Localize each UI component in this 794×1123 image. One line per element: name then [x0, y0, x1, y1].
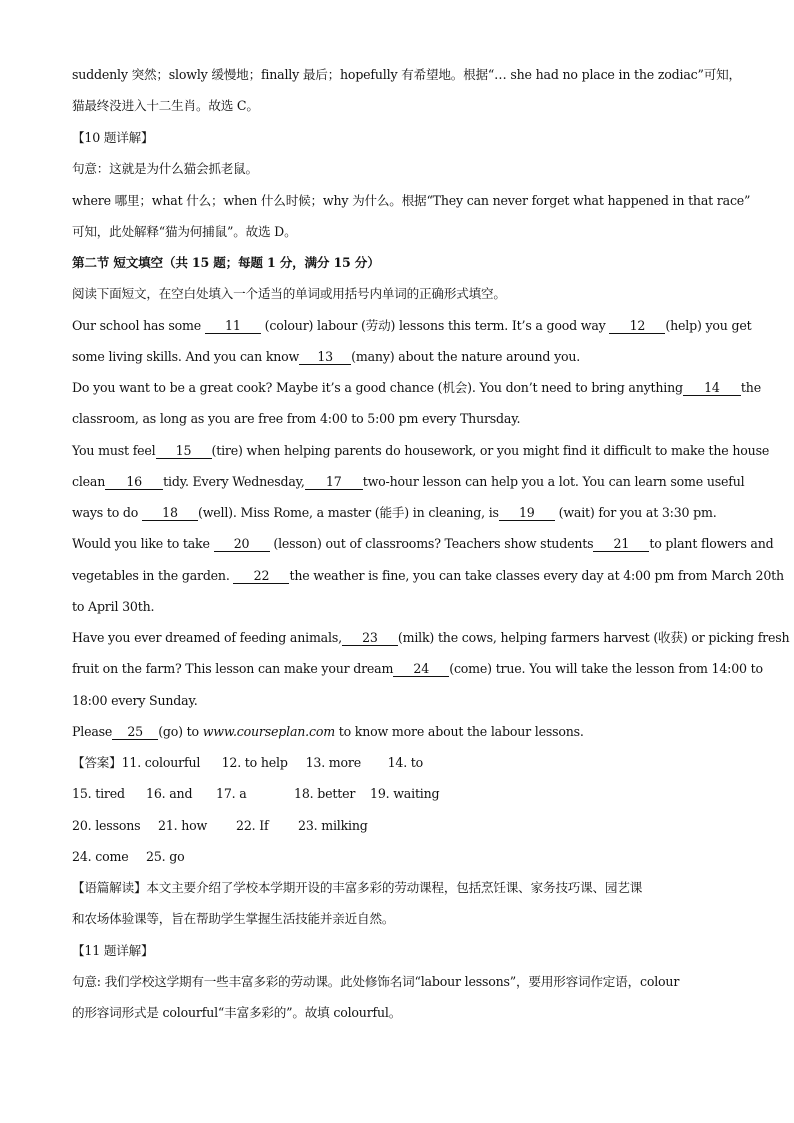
- analysis-text: 和农场体验课等，旨在帮助学生掌握生活技能并亲近自然。: [72, 911, 395, 926]
- text: (wait) for you at 3:30 pm.: [558, 505, 717, 520]
- passage-line: [72, 473, 745, 491]
- answer-item: 20. lessons: [72, 818, 141, 833]
- passage-line: [72, 442, 770, 460]
- answer-item: 21. how: [158, 818, 208, 833]
- blank-21: 21: [593, 536, 649, 552]
- passage-line: [72, 379, 761, 397]
- passage-line: classroom, as long as you are free from 4:00 to 5:00 pm every Thursday.: [72, 411, 521, 426]
- text: (lesson) out of classrooms? Teachers show students: [273, 536, 594, 551]
- text: ways to do: [72, 505, 139, 520]
- passage-line: [72, 348, 580, 366]
- passage-line: 18:00 every Sunday.: [72, 693, 198, 708]
- passage-line: [72, 660, 763, 678]
- text: to know more about the labour lessons.: [338, 724, 584, 739]
- answer-item: 16. and: [146, 786, 193, 801]
- text: (milk) the cows, helping farmers harvest (收获) or picking fresh: [397, 630, 790, 645]
- text: the: [740, 380, 761, 395]
- text: Have you ever dreamed of feeding animals,: [72, 630, 342, 645]
- answer-item: 23. milking: [298, 818, 368, 833]
- text: (tire) when helping parents do housework, or you might find it difficult to make the house: [211, 443, 770, 458]
- passage-line: [72, 317, 752, 335]
- text: some living skills. And you can know: [72, 349, 300, 364]
- text: tidy. Every Wednesday,: [163, 474, 305, 489]
- answer-row: [72, 754, 448, 772]
- text: (come) true. You will take the lesson from 14:00 to: [449, 661, 763, 676]
- passage-line: [72, 504, 717, 522]
- text: (many) about the nature around you.: [351, 349, 581, 364]
- blank-12: 12: [609, 318, 665, 334]
- text-line: suddenly 突然；slowly 缓慢地；finally 最后；hopefully 有希望地。根据“… she had no place in the zodiac”可知，: [72, 67, 741, 82]
- answer-item: 12. to help: [221, 755, 288, 770]
- url-text: www.courseplan.com: [202, 724, 335, 739]
- text: (colour) labour (劳动) lessons this term. It’s a good way: [264, 318, 606, 333]
- passage-line: [72, 723, 584, 741]
- blank-22: 22: [233, 568, 289, 584]
- text: fruit on the farm? This lesson can make your dream: [72, 661, 394, 676]
- answer-row: [72, 817, 378, 835]
- passage-line: to April 30th.: [72, 599, 155, 614]
- answer-label: 【答案】: [72, 755, 122, 770]
- blank-24: 24: [393, 661, 449, 677]
- passage-line: [72, 629, 790, 647]
- text: Our school has some: [72, 318, 202, 333]
- passage-line: [72, 567, 784, 585]
- section-title: 第二节 短文填空（共 15 题；每题 1 分，满分 15 分）: [72, 255, 380, 270]
- text: vegetables in the garden.: [72, 568, 230, 583]
- text: to plant flowers and: [649, 536, 774, 551]
- answer-item: 11. colourful: [121, 755, 201, 770]
- answer-item: 13. more: [305, 755, 362, 770]
- blank-23: 23: [342, 630, 398, 646]
- answer-row: [72, 785, 450, 803]
- text-line: 可知，此处解释“猫为何捕鼠”。故选 D。: [72, 224, 297, 239]
- section-heading: 【11 题详解】: [72, 943, 154, 958]
- blank-20: 20: [214, 536, 270, 552]
- analysis-text: 句意: 我们学校这学期有一些丰富多彩的劳动课。此处修饰名词“labour lessons”，要用形容词作定语，colour: [72, 974, 680, 989]
- blank-18: 18: [142, 505, 198, 521]
- answer-item: 19. waiting: [370, 786, 440, 801]
- section-heading: 【10 题详解】: [72, 130, 154, 145]
- blank-11: 11: [205, 318, 261, 334]
- text: clean: [72, 474, 106, 489]
- answer-item: 15. tired: [72, 786, 125, 801]
- blank-13: 13: [299, 349, 351, 365]
- blank-19: 19: [499, 505, 555, 521]
- instruction-text: 阅读下面短文，在空白处填入一个适当的单词或用括号内单词的正确形式填空。: [72, 286, 506, 301]
- answer-item: 22. If: [236, 818, 269, 833]
- blank-17: 17: [305, 474, 363, 490]
- text: Would you like to take: [72, 536, 210, 551]
- analysis-text: 【语篇解读】本文主要介绍了学校本学期开设的丰富多彩的劳动课程，包括烹饪课、家务技巧课、园艺课: [72, 880, 643, 895]
- answer-row: [72, 848, 206, 866]
- text: two-hour lesson can help you a lot. You can learn some useful: [362, 474, 745, 489]
- text: You must feel: [72, 443, 156, 458]
- text-line: where 哪里；what 什么；when 什么时候；why 为什么。根据“They can never forget what happened in that race”: [72, 193, 751, 208]
- blank-14: 14: [683, 380, 741, 396]
- analysis-text: 的形容词形式是 colourful“丰富多彩的”。故填 colourful。: [72, 1005, 402, 1020]
- answer-item: 24. come: [72, 849, 129, 864]
- answer-item: 18. better: [294, 786, 356, 801]
- text: (well). Miss Rome, a master (能手) in cleaning, is: [197, 505, 499, 520]
- text: (help) you get: [665, 318, 752, 333]
- blank-15: 15: [156, 443, 212, 459]
- answer-item: 25. go: [146, 849, 185, 864]
- answer-item: 17. a: [216, 786, 247, 801]
- text-line: 句意：这就是为什么猫会抓老鼠。: [72, 161, 258, 176]
- text: Do you want to be a great cook? Maybe it’s a good chance (机会). You don’t need to bring anything: [72, 380, 683, 395]
- blank-16: 16: [105, 474, 163, 490]
- text-line: 猫最终没进入十二生肖。故选 C。: [72, 98, 259, 113]
- blank-25: 25: [112, 724, 158, 740]
- passage-line: [72, 535, 774, 553]
- text: (go) to: [158, 724, 199, 739]
- text: Please: [72, 724, 113, 739]
- text: the weather is fine, you can take classes every day at 4:00 pm from March 20th: [289, 568, 784, 583]
- answer-item: 14. to: [387, 755, 424, 770]
